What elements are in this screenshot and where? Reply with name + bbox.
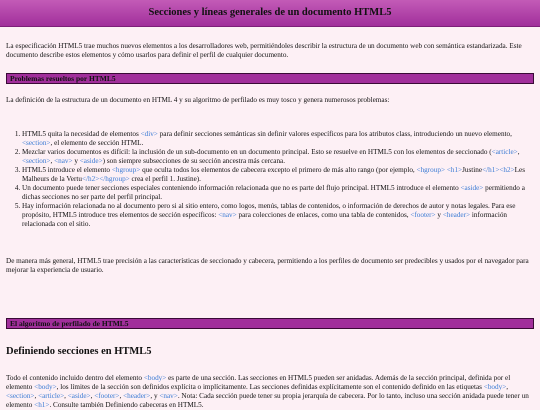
text-run: Un documento puede tener secciones especiales conteniendo información relacionada que no es parte del flujo principal. HTML5 introduce el elemento xyxy=(22,184,461,192)
code-tag: <article> xyxy=(491,148,518,156)
code-tag: <h1> xyxy=(446,166,463,174)
text-run: HTML5 introduce el elemento xyxy=(22,166,112,174)
code-tag: <nav> xyxy=(218,211,237,219)
list-item xyxy=(22,148,534,166)
text-run: Todo el contenido incluido dentro del elemento xyxy=(6,374,144,382)
text-run: Justine xyxy=(462,166,483,174)
code-tag: <h1> xyxy=(34,401,50,409)
text-run: y xyxy=(72,157,80,165)
text-run: información relacionada con el sitio. xyxy=(22,211,508,228)
code-tag: <aside> xyxy=(460,184,484,192)
code-tag: </hgroup> xyxy=(99,175,130,183)
text-run: , xyxy=(506,383,509,391)
code-tag: <nav> xyxy=(159,392,178,400)
code-tag: <footer> xyxy=(410,211,436,219)
code-tag: <body> xyxy=(34,383,57,391)
code-tag: <h2> xyxy=(499,166,515,174)
text-run: es parte de una sección. Las secciones en HTML5 pueden ser anidadas. Además de la sección principal, definida por el elemento xyxy=(6,374,511,391)
code-tag: <section> xyxy=(22,157,51,165)
page-title: Secciones y líneas generales de un documento HTML5 xyxy=(148,7,392,18)
code-tag: <hgroup> xyxy=(111,166,141,174)
code-tag: <body> xyxy=(483,383,507,391)
text-run: , xyxy=(90,392,95,400)
code-tag: <div> xyxy=(140,130,158,138)
text-run: HTML5 quita la necesidad de elementos xyxy=(22,130,141,138)
text-run: Hay información relacionada no al documento pero si al sitio entero, como logos, menús, tablas de contenidos, o información de derechos de autor y notas legales. Para ese propósito, HTML5 introduce tres elementos de sección específicos: xyxy=(22,202,516,219)
code-tag: <body> xyxy=(143,374,167,382)
code-tag: <header> xyxy=(442,211,471,219)
code-tag: <section> xyxy=(6,392,35,400)
page-header-bar xyxy=(0,0,540,27)
text-run: . Nota: Cada sección puede tener su propia jerarquía de cabecera. Por lo tanto, incluso una sección anidada puede tener un elemento xyxy=(6,392,529,409)
text-run: que oculta todos los elementos de cabecera excepto el primero de más alto rango (por ejemplo, xyxy=(140,166,417,174)
text-run: , xyxy=(34,392,39,400)
text-run: Les Malheurs de la Vertu xyxy=(22,166,526,183)
code-tag: <header> xyxy=(123,392,151,400)
text-run: , los límites de la sección son definidos explícita o implícitamente. Las secciones definidas explícitamente son el contenido definido en las etiquetas xyxy=(56,383,484,391)
text-run: , el elemento de sección HTML. xyxy=(50,139,144,147)
text-run: para definir secciones semánticas sin definir valores específicos para los atributos class, introduciendo un nuevo elemento, xyxy=(157,130,512,138)
code-tag: <aside> xyxy=(67,392,91,400)
code-tag: <footer> xyxy=(94,392,120,400)
intro-paragraph: La especificación HTML5 trae muchos nuevos elementos a los desarrolladores web, permitiéndoles describir la estructura de un documento web con semántica estandarizada. Este documento describe estos elementos y cómo usarlos para definir el perfil de cualquier documento. xyxy=(6,42,522,59)
text-run: , xyxy=(517,148,520,156)
problems-lead: La definición de la estructura de un documento en HTML 4 y su algoritmo de perfilado es muy tosco y genera numerosos problemas: xyxy=(6,96,390,104)
code-tag: </h1> xyxy=(482,166,500,174)
code-tag: <hgroup> xyxy=(416,166,446,174)
list-item xyxy=(22,202,534,229)
closing-paragraph: De manera más general, HTML5 trae precisión a las características de seccionado y cabecera, permitiendo a los perfiles de documento ser predecibles y usados por el navegador para mejorar la experiencia de usuario. xyxy=(6,257,529,274)
text-run: Mezclar varios documentos es difícil: la inclusión de un sub-documento en un documento principal. Esto se resuelve en HTML5 con los elementos de seccionado ( xyxy=(22,148,492,156)
list-item xyxy=(22,184,534,202)
text-run: , y xyxy=(150,392,160,400)
text-run: ) son siempre subsecciones de su sección ancestra más cercana. xyxy=(102,157,286,165)
text-run: , xyxy=(119,392,124,400)
code-tag: <nav> xyxy=(54,157,73,165)
text-run: , xyxy=(64,392,68,400)
list-item xyxy=(22,130,534,148)
code-tag: <article> xyxy=(38,392,65,400)
section-heading-problems-label: Problemas resueltos por HTML5 xyxy=(10,74,116,83)
text-run: . Consulte también Definiendo cabeceras en HTML5. xyxy=(49,401,204,409)
text-run: permitiendo a dichas secciones no ser parte del perfil principal. xyxy=(22,184,525,201)
text-run: , xyxy=(50,157,55,165)
section-heading-algorithm-label: El algoritmo de perfilado de HTML5 xyxy=(10,319,129,328)
code-tag: <aside> xyxy=(79,157,103,165)
section-heading-problems xyxy=(6,73,534,84)
section-heading-algorithm xyxy=(6,318,534,329)
code-tag: </h2> xyxy=(81,175,100,183)
code-tag: <section> xyxy=(22,139,51,147)
problems-list xyxy=(6,130,534,229)
text-run: para colecciones de enlaces, como una tabla de contenidos, xyxy=(236,211,411,219)
subheading-defining-sections: Definiendo secciones en HTML5 xyxy=(6,346,152,357)
list-item xyxy=(22,166,534,184)
text-run: crea el perfil 1. Justine). xyxy=(129,175,201,183)
text-run: y xyxy=(435,211,443,219)
